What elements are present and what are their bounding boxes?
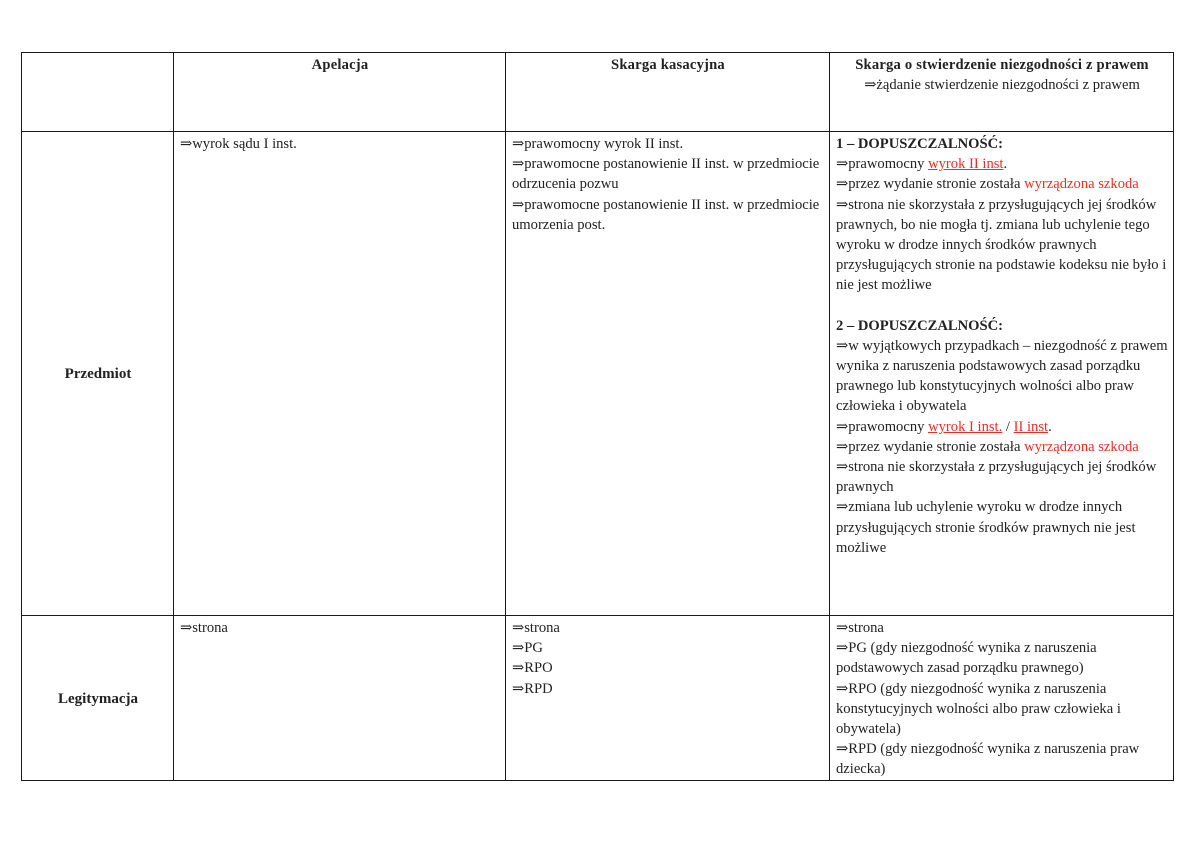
- list-item: ⇒RPO: [512, 660, 553, 677]
- header-niezgodnosc-title: Skarga o stwierdzenie niezgodności z prawem: [855, 57, 1149, 73]
- list-item: ⇒w wyjątkowych przypadkach – niezgodność z prawem wynika z naruszenia podstawowych zasad porządku prawnego lub konstytucyjnych wolności albo praw człowieka i obywatela: [836, 337, 1168, 415]
- header-empty-cell: [22, 53, 174, 132]
- list-item: ⇒wyrok sądu I inst.: [180, 136, 297, 152]
- highlight-text: wyrządzona szkoda: [1024, 438, 1139, 455]
- item-text: .: [1048, 418, 1052, 435]
- highlight-text: II inst: [1013, 418, 1049, 435]
- header-skarga-kasacyjna: [506, 53, 830, 132]
- header-row: [22, 53, 1174, 132]
- item-text: .: [1003, 156, 1008, 173]
- item-text: ⇒przez wydanie stronie została: [836, 438, 1025, 455]
- cell-przedmiot-kasacyjna: [506, 132, 830, 616]
- list-item: ⇒strona: [180, 620, 228, 636]
- list-item: [836, 417, 1168, 437]
- header-apelacja-label: Apelacja: [311, 57, 369, 73]
- list-item: ⇒zmiana lub uchylenie wyroku w drodze innych przysługujących stronie środków prawnych nie jest możliwe: [836, 499, 1136, 556]
- cell-legitymacja-niezgodnosc: [830, 616, 1174, 781]
- list-item: ⇒strona: [836, 620, 884, 636]
- item-text: /: [1002, 418, 1014, 435]
- spacer: [836, 296, 1168, 316]
- list-item: ⇒prawomocne postanowienie II inst. w przedmiocie umorzenia post.: [512, 196, 820, 233]
- list-item: ⇒prawomocne postanowienie II inst. w przedmiocie odrzucenia pozwu: [512, 156, 820, 193]
- header-apelacja: [174, 53, 506, 132]
- comparison-table: [21, 52, 1174, 781]
- row-legitymacja: [22, 616, 1174, 781]
- list-item: ⇒RPD: [512, 680, 553, 697]
- list-item: [836, 154, 1168, 174]
- list-item: ⇒PG (gdy niezgodność wynika z naruszenia podstawowych zasad porządku prawnego): [836, 640, 1097, 677]
- row-label-legitymacja: [22, 616, 174, 781]
- highlight-text: wyrok II inst: [928, 156, 1004, 173]
- row-label-przedmiot-text: Przedmiot: [64, 366, 132, 383]
- list-item: ⇒RPO (gdy niezgodność wynika z naruszenia konstytucyjnych wolności albo praw człowieka i obywatela): [836, 680, 1121, 738]
- row-label-przedmiot: [22, 132, 174, 616]
- list-item: [836, 174, 1168, 194]
- item-text: ⇒przez wydanie stronie została: [836, 176, 1025, 193]
- highlight-text: wyrządzona szkoda: [1024, 176, 1139, 193]
- item-text: ⇒prawomocny: [836, 156, 929, 173]
- list-item: ⇒strona nie skorzystała z przysługujących jej środków prawnych: [836, 459, 1157, 496]
- section-title-dopuszczalnosc-2: 2 – DOPUSZCZALNOŚĆ:: [836, 317, 1004, 334]
- cell-legitymacja-kasacyjna: [506, 616, 830, 781]
- list-item: ⇒strona nie skorzystała z przysługujących jej środków prawnych, bo nie mogła tj. zmiana lub uchylenie tego wyroku w drodze innych środków prawnych przysługujących stronie na podstawie kodeksu nie było i nie jest możliwe: [836, 196, 1167, 294]
- header-niezgodnosc-subtitle: ⇒żądanie stwierdzenie niezgodności z prawem: [864, 77, 1140, 94]
- list-item: [836, 437, 1168, 457]
- list-item: ⇒strona: [512, 620, 560, 636]
- cell-przedmiot-apelacja: [174, 132, 506, 616]
- row-przedmiot: [22, 132, 1174, 616]
- header-skarga-niezgodnosc: [830, 53, 1174, 132]
- highlight-text: wyrok I inst.: [928, 418, 1003, 435]
- list-item: ⇒PG: [512, 640, 543, 657]
- item-text: ⇒prawomocny: [836, 418, 929, 435]
- row-label-legitymacja-text: Legitymacja: [58, 690, 138, 707]
- header-kasacyjna-label: Skarga kasacyjna: [611, 57, 725, 73]
- cell-legitymacja-apelacja: [174, 616, 506, 781]
- section-title-dopuszczalnosc-1: 1 – DOPUSZCZALNOŚĆ:: [836, 136, 1004, 152]
- cell-przedmiot-niezgodnosc: [830, 132, 1174, 616]
- list-item: ⇒RPD (gdy niezgodność wynika z naruszenia praw dziecka): [836, 741, 1140, 778]
- list-item: ⇒prawomocny wyrok II inst.: [512, 136, 684, 152]
